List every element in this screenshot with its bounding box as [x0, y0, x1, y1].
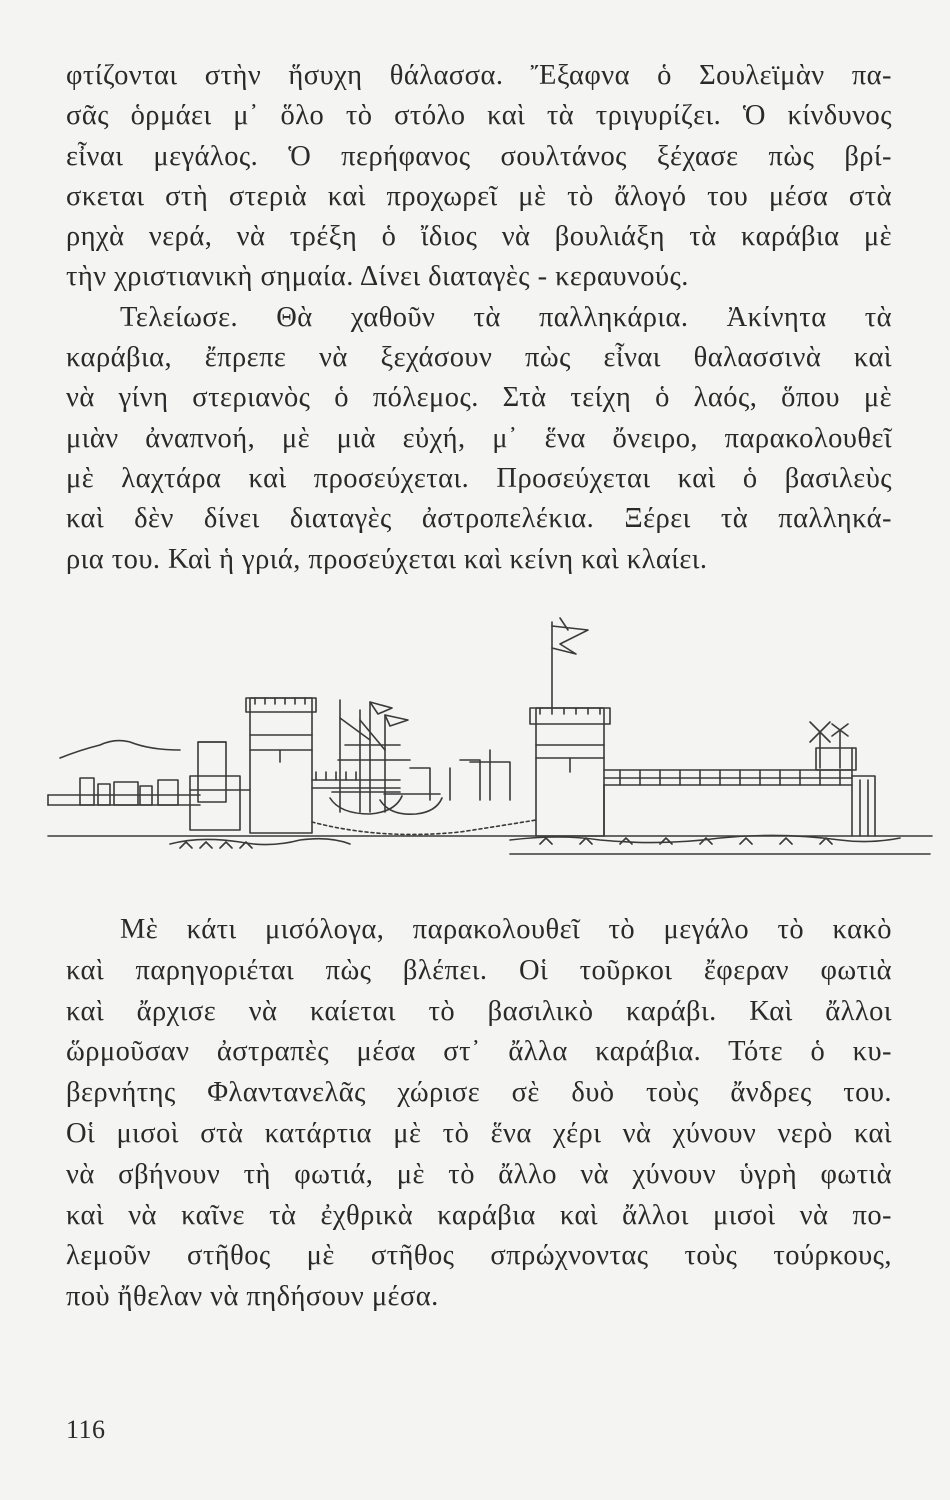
text-line: καὶ ἄρχισε νὰ καίεται τὸ βασιλικὸ καράβι. Καὶ ἄλλοι: [66, 995, 892, 1027]
text-block-top: [66, 56, 892, 580]
text-line: ὥρμοῦσαν ἀστραπὲς μέσα στ᾽ ἄλλα καράβια. Τότε ὁ κυ-: [66, 1036, 892, 1068]
text-line: μὲ λαχτάρα καὶ προσεύχεται. Προσεύχεται καὶ ὁ βασιλεὺς: [66, 462, 892, 494]
text-line: Τελείωσε. Θὰ χαθοῦν τὰ παλληκάρια. Ἀκίνητα τὰ: [120, 301, 892, 333]
text-line: καὶ νὰ καῖνε τὰ ἐχθρικὰ καράβια καὶ ἄλλοι μισοὶ νὰ πο-: [66, 1199, 892, 1231]
text-line: ρια του. Καὶ ἡ γριά, προσεύχεται καὶ κείνη καὶ κλαίει.: [66, 543, 708, 575]
text-line: καὶ παρηγοριέται πὼς βλέπει. Οἱ τοῦρκοι ἔφεραν φωτιὰ: [66, 954, 892, 986]
page-number: 116: [66, 1415, 106, 1444]
text-line: Μὲ κάτι μισόλογα, παρακολουθεῖ τὸ μεγάλο τὸ κακὸ: [120, 914, 892, 945]
text-line: Οἱ μισοὶ στὰ κατάρτια μὲ τὸ ἕνα χέρι νὰ χύνουν νερὸ καὶ: [66, 1117, 892, 1149]
text-line: τὴν χριστιανικὴ σημαία. Δίνει διαταγὲς - κεραυνούς.: [66, 261, 689, 293]
text-line: νὰ γίνη στεριανὸς ὁ πόλεμος. Στὰ τείχη ὁ λαός, ὅπου μὲ: [66, 382, 892, 414]
text-block-bottom: [66, 910, 892, 1318]
text-line: μιὰν ἀναπνοή, μὲ μιὰ εὐχή, μ᾽ ἕνα ὄνειρο, παρακολουθεῖ: [66, 422, 892, 454]
text-line: φτίζονται στὴν ἥσυχη θάλασσα. Ἔξαφνα ὁ Σουλεϊμὰν πα-: [66, 60, 892, 91]
harbor-fortress-drawing-icon: [40, 600, 940, 870]
text-line: λεμοῦν στῆθος μὲ στῆθος σπρώχνοντας τοὺς τούρκους,: [66, 1240, 892, 1272]
text-line: ποὺ ἤθελαν νὰ πηδήσουν μέσα.: [66, 1281, 439, 1313]
text-line: εἶναι μεγάλος. Ὁ περήφανος σουλτάνος ξέχασε πὼς βρί-: [66, 140, 892, 172]
text-line: ρηχὰ νερά, νὰ τρέξη ὁ ἴδιος νὰ βουλιάξη τὰ καράβια μὲ: [66, 221, 892, 253]
text-line: νὰ σβήνουν τὴ φωτιά, μὲ τὸ ἄλλο νὰ χύνουν ὑγρὴ φωτιὰ: [66, 1158, 892, 1190]
text-line: καὶ δὲν δίνει διαταγὲς ἀστροπελέκια. Ξέρει τὰ παλληκά-: [66, 503, 892, 535]
text-line: σᾶς ὁρμάει μ᾽ ὅλο τὸ στόλο καὶ τὰ τριγυρίζει. Ὁ κίνδυνος: [66, 100, 892, 132]
text-line: καράβια, ἔπρεπε νὰ ξεχάσουν πὼς εἶναι θαλασσινὰ καὶ: [66, 342, 892, 374]
text-line: βερνήτης Φλαντανελᾶς χώρισε σὲ δυὸ τοὺς ἄνδρες του.: [66, 1077, 892, 1109]
text-line: σκεται στὴ στεριὰ καὶ προχωρεῖ μὲ τὸ ἄλογό του μέσα στὰ: [66, 180, 892, 212]
